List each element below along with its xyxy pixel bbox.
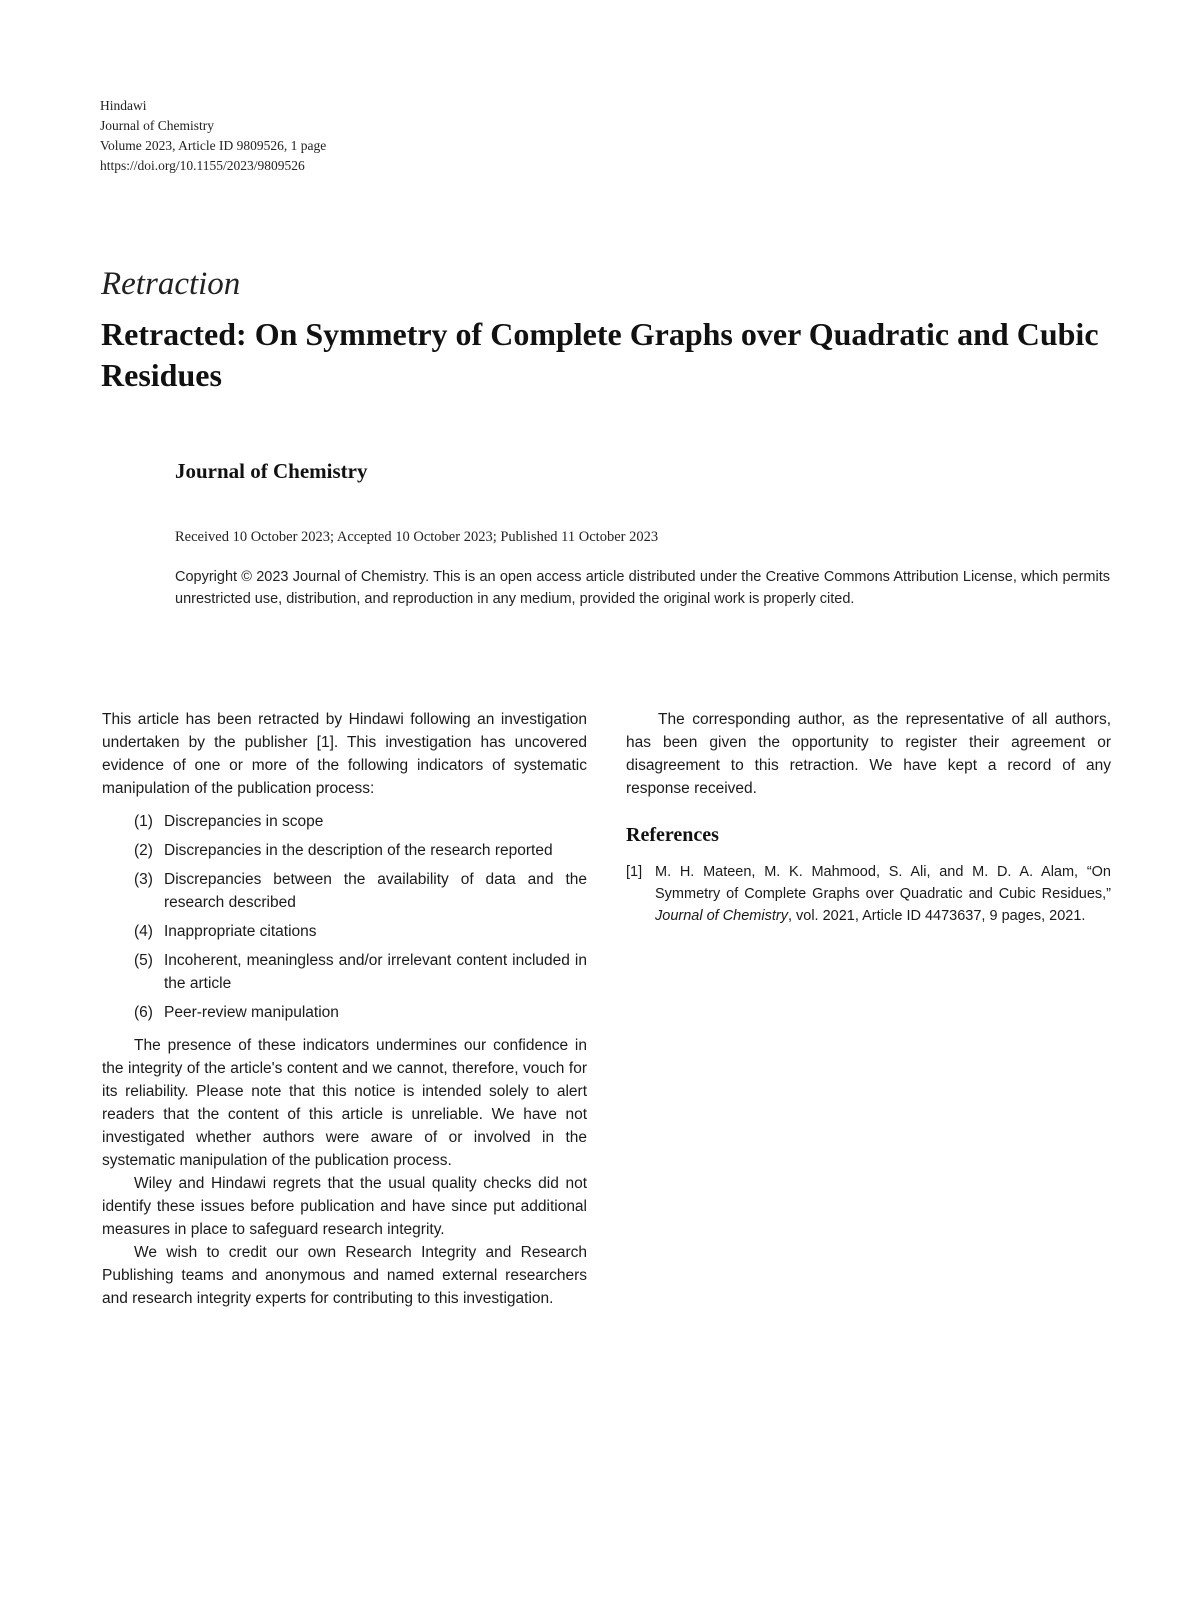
article-title: Retracted: On Symmetry of Complete Graphs over Quadratic and Cubic Residues [101, 316, 1099, 393]
author-response-paragraph: The corresponding author, as the representative of all authors, has been given the opportunity to register their agreement or disagreement to this retraction. We have kept a record of any response received. [626, 711, 1111, 797]
article-dates: Received 10 October 2023; Accepted 10 October 2023; Published 11 October 2023 [175, 529, 659, 545]
body-right-column [626, 708, 1111, 927]
doi-link[interactable]: https://doi.org/10.1155/2023/9809526 [100, 158, 305, 173]
wiley-paragraph: Wiley and Hindawi regrets that the usual quality checks did not identify these issues before publication and have since put additional measures in place to safeguard research integrity. [102, 1175, 587, 1238]
list-item-number: (2) [134, 842, 153, 859]
intro-paragraph: This article has been retracted by Hindawi following an investigation undertaken by the publisher [1]. This investigation has uncovered evidence of one or more of the following indicators of systematic manipulation of the publication process: [102, 711, 587, 797]
presence-paragraph: The presence of these indicators undermines our confidence in the integrity of the article's content and we cannot, therefore, vouch for its reliability. Please note that this notice is intended solely to alert readers that the content of this article is unreliable. We have not investigated whether authors were aware of or involved in the systematic manipulation of the publication process. [102, 1037, 587, 1169]
list-item-text: Inappropriate citations [164, 923, 317, 940]
reference-item [626, 861, 1111, 927]
list-item-number: (5) [134, 952, 153, 969]
article-author: Journal of Chemistry [175, 459, 368, 483]
list-item [102, 868, 587, 914]
list-item [102, 810, 587, 833]
indicator-list [102, 810, 587, 1024]
references-heading: References [626, 824, 719, 846]
list-item-number: (3) [134, 871, 153, 888]
reference-authors-title: M. H. Mateen, M. K. Mahmood, S. Ali, and M. D. A. Alam, “On Symmetry of Complete Graphs over Quadratic and Cubic Residues,” [655, 864, 1111, 902]
list-item-number: (4) [134, 923, 153, 940]
reference-details: , vol. 2021, Article ID 4473637, 9 pages, 2021. [787, 908, 1086, 924]
list-item-number: (6) [134, 1004, 153, 1021]
list-item-text: Discrepancies in the description of the research reported [164, 842, 553, 859]
list-item [102, 920, 587, 943]
copyright-notice: Copyright © 2023 Journal of Chemistry. This is an open access article distributed under the Creative Commons Attribution License, which permits unrestricted use, distribution, and reproduction in any medium, provided the original work is properly cited. [175, 569, 1110, 607]
publisher-name: Hindawi [100, 98, 147, 113]
list-item-text: Peer-review manipulation [164, 1004, 339, 1021]
reference-journal: Journal of Chemistry [655, 908, 788, 924]
masthead [100, 96, 326, 176]
list-item [102, 1001, 587, 1024]
list-item-text: Incoherent, meaningless and/or irrelevant content included in the article [164, 952, 587, 992]
body-left-column [102, 708, 587, 1310]
list-item-text: Discrepancies between the availability of data and the research described [164, 871, 587, 911]
list-item [102, 949, 587, 995]
journal-name: Journal of Chemistry [100, 118, 214, 133]
credit-paragraph: We wish to credit our own Research Integrity and Research Publishing teams and anonymous and named external researchers and research integrity experts for contributing to this investigation. [102, 1244, 587, 1307]
list-item-number: (1) [134, 813, 153, 830]
reference-number: [1] [626, 864, 643, 880]
list-item [102, 839, 587, 862]
article-type: Retraction [101, 266, 241, 302]
list-item-text: Discrepancies in scope [164, 813, 324, 830]
volume-line: Volume 2023, Article ID 9809526, 1 page [100, 138, 327, 153]
